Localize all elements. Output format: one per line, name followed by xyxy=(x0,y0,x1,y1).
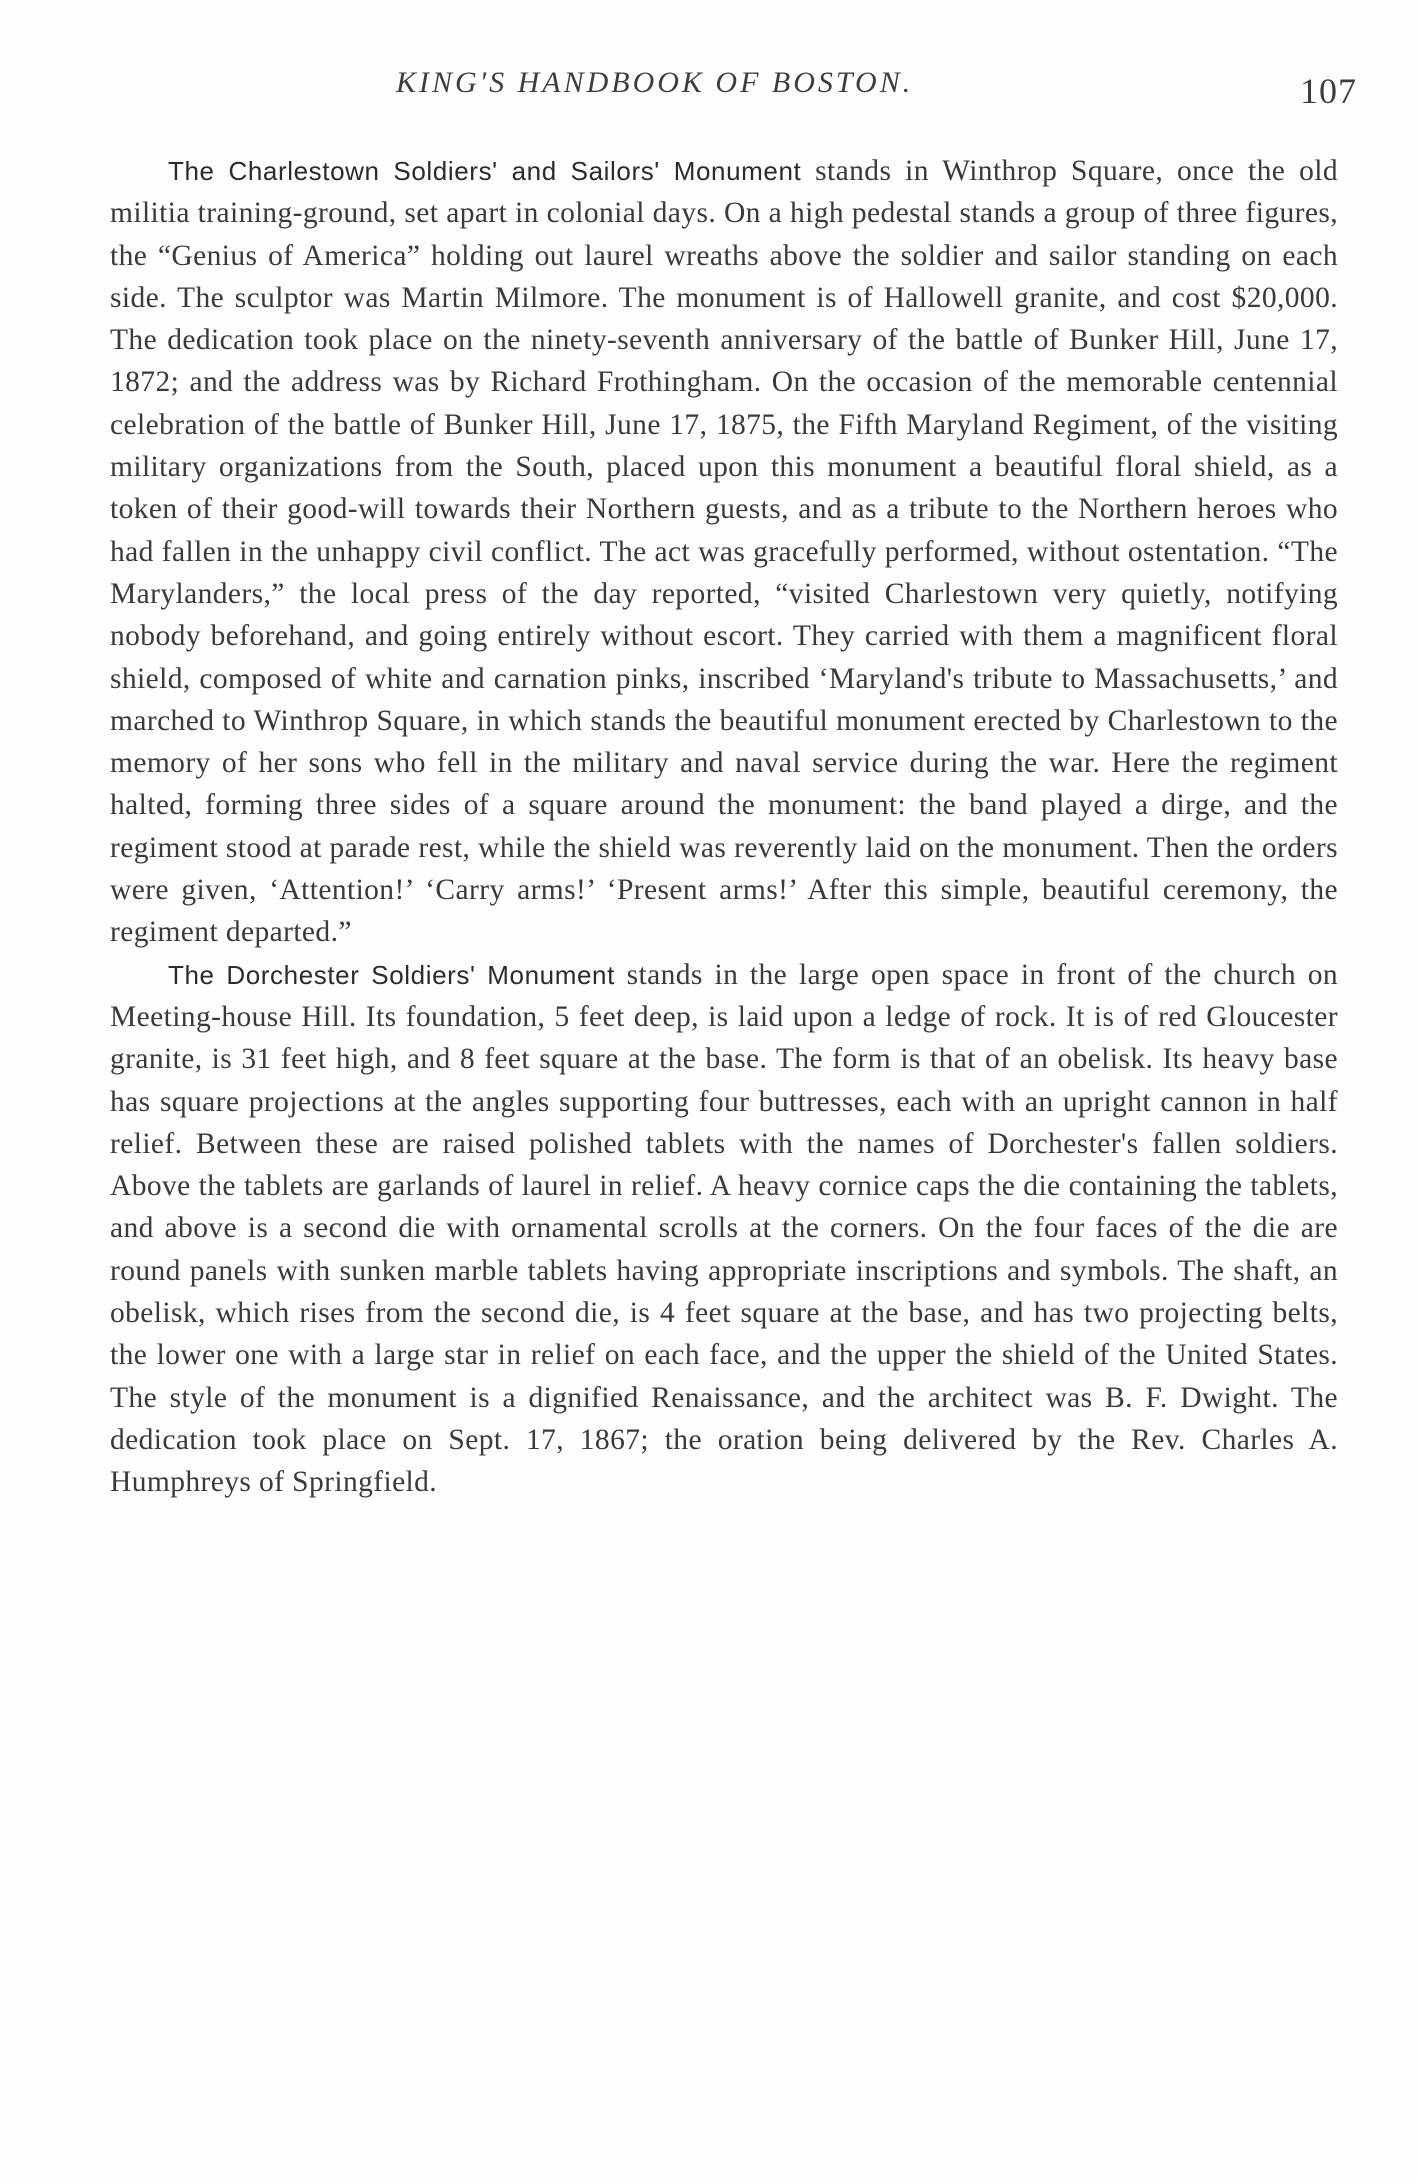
paragraph-body-charlestown: stands in Winthrop Square, once the old militia training-ground, set apart in colonial days. On a high pedestal stands a group of three figures, the “Genius of America” holding out laurel wreaths above the soldier and sailor standing on each side. The sculptor was Martin Milmore. The monument is of Hallowell granite, and cost $20,000. The dedication took place on the ninety-seventh anniversary of the battle of Bunker Hill, June 17, 1872; and the address was by Richard Frothingham. On the occasion of the memorable centennial celebration of the battle of Bunker Hill, June 17, 1875, the Fifth Maryland Regiment, of the visiting military organizations from the South, placed upon this monument a beautiful floral shield, as a token of their good-will towards their Northern guests, and as a tribute to the Northern heroes who had fallen in the unhappy civil conflict. The act was gracefully performed, without ostentation. “The Marylanders,” the local press of the day reported, “visited Charlestown very quietly, notifying nobody beforehand, and going entirely without escort. They carried with them a magnificent floral shield, composed of white and carnation pinks, inscribed ‘Maryland's tribute to Massachusetts,’ and marched to Winthrop Square, in which stands the beautiful monument erected by Charlestown to the memory of her sons who fell in the military and naval service during the war. Here the regiment halted, forming three sides of a square around the monument: the band played a dirge, and the regiment stood at parade rest, while the shield was reverently laid on the monument. Then the orders were given, ‘Attention!’ ‘Carry arms!’ ‘Present arms!’ After this simple, beautiful ceremony, the regiment departed.” xyxy=(110,155,1338,949)
body-text xyxy=(110,150,1338,1504)
paragraph-dorchester-monument xyxy=(110,954,1338,1504)
paragraph-lead-dorchester: The Dorchester Soldiers' Monument xyxy=(168,959,615,990)
paragraph-lead-charlestown: The Charlestown Soldiers' and Sailors' Monument xyxy=(168,156,802,186)
running-title: KING'S HANDBOOK OF BOSTON. xyxy=(396,66,914,99)
paragraph-charlestown-monument xyxy=(110,150,1338,954)
paragraph-body-dorchester: stands in the large open space in front of the church on Meeting-house Hill. Its foundation, 5 feet deep, is laid upon a ledge of rock. It is of red Gloucester granite, is 31 feet high, and 8 feet square at the base. The form is that of an obelisk. Its heavy base has square projections at the angles supporting four buttresses, each with an upright cannon in half relief. Between these are raised polished tablets with the names of Dorchester's fallen soldiers. Above the tablets are garlands of laurel in relief. A heavy cornice caps the die containing the tablets, and above is a second die with ornamental scrolls at the corners. On the four faces of the die are round panels with sunken marble tablets having appropriate inscriptions and symbols. The shaft, an obelisk, which rises from the second die, is 4 feet square at the base, and has two projecting belts, the lower one with a large star in relief on each face, and the upper the shield of the United States. The style of the monument is a dignified Renaissance, and the architect was B. F. Dwight. The dedication took place on Sept. 17, 1867; the oration being delivered by the Rev. Charles A. Humphreys of Springfield. xyxy=(110,958,1338,1499)
page-number: 107 xyxy=(1300,71,1357,111)
running-head xyxy=(0,66,1417,116)
